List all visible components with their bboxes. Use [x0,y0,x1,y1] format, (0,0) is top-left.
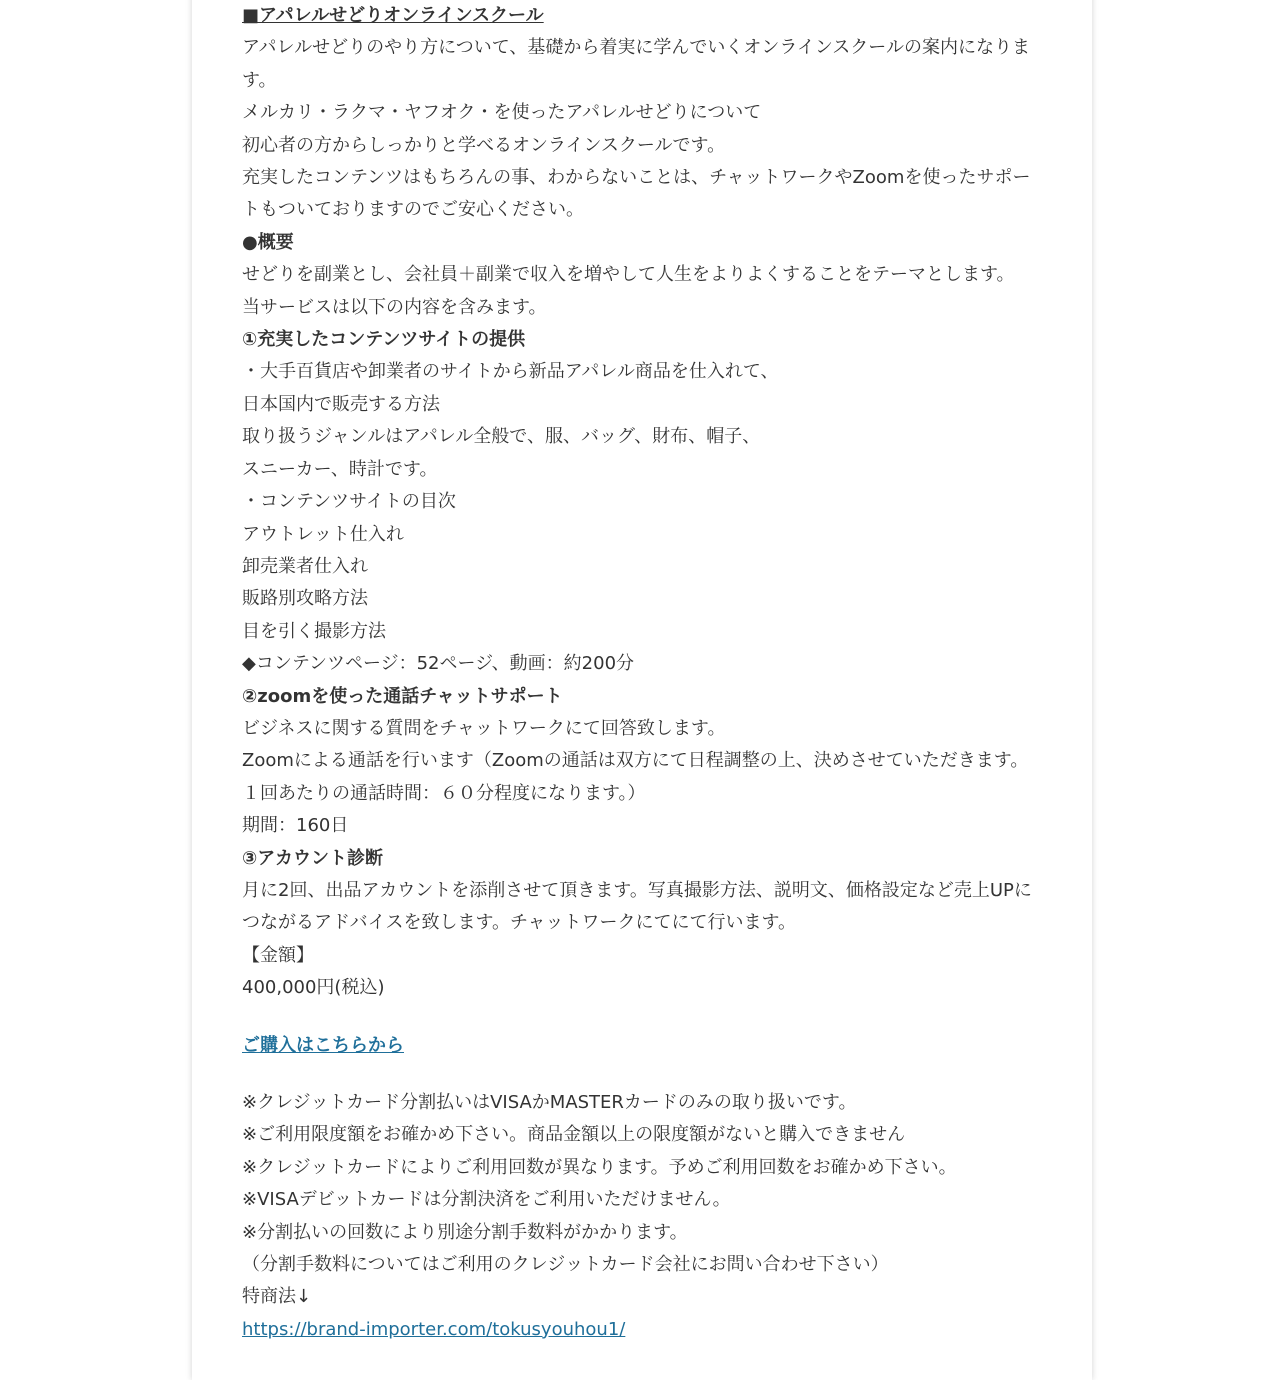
section-heading-account: ③アカウント診断 [242,847,384,869]
price-value: 400,000円(税込) [242,977,385,999]
overview-line: 当サービスは以下の内容を含みます。 [242,296,547,318]
section-line: 日本国内で販売する方法 [242,393,440,415]
overview-heading: ●概要 [242,231,294,253]
note-line: ※クレジットカードによりご利用回数が異なります。予めご利用回数をお確かめ下さい。 [242,1156,957,1178]
section-line: ・大手百貨店や卸業者のサイトから新品アパレル商品を仕入れて、 [242,361,779,383]
note-line: ※VISAデビットカードは分割決済をご利用いただけません。 [242,1189,731,1211]
section-heading-support: ②zoomを使った通話チャットサポート [242,685,563,707]
toc-item: アウトレット仕入れ [242,523,404,545]
section-line: Zoomによる通話を行います（Zoomの通話は双方にて日程調整の上、決めさせていただきます。 [242,750,1029,772]
spacer [242,1062,1042,1087]
intro-line: 初心者の方からしっかりと学べるオンラインスクールです。 [242,134,726,156]
section-line: 取り扱うジャンルはアパレル全般で、服、バッグ、財布、帽子、 [242,426,761,448]
intro-line: メルカリ・ラクマ・ヤフオク・を使ったアパレルせどりについて [242,102,762,124]
note-line: ※ご利用限度額をお確かめ下さい。商品金額以上の限度額がないと購入できません [242,1124,906,1146]
note-line: ※クレジットカード分割払いはVISAかMASTERカードのみの取り扱いです。 [242,1092,857,1113]
intro-line: アパレルせどりのやり方について、基礎から着実に学んでいくオンラインスクールの案内になります。 [242,37,1030,91]
section-line: １回あたりの通話時間：６０分程度になります。） [242,782,646,804]
legal-url-link[interactable]: https://brand-importer.com/tokusyouhou1/ [242,1318,626,1340]
toc-heading: ・コンテンツサイトの目次 [242,491,456,513]
purchase-link[interactable]: ご購入はこちらから [242,1034,404,1056]
article-body [242,0,1042,1346]
price-label: 【金額】 [242,944,314,966]
legal-label: 特商法↓ [242,1286,312,1308]
overview-line: せどりを副業とし、会社員＋副業で収入を増やして人生をよりよくすることをテーマとします。 [242,264,1015,286]
page-title: ■アパレルせどりオンラインスクール [242,5,544,26]
toc-item: 販路別攻略方法 [242,588,368,610]
section-line: ビジネスに関する質問をチャットワークにて回答致します。 [242,717,726,739]
support-period: 期間：160日 [242,815,349,837]
section-line: スニーカー、時計です。 [242,458,438,480]
spacer [242,1005,1042,1030]
section-line: 月に2回、出品アカウントを添削させて頂きます。写真撮影方法、説明文、価格設定など売上UPにつながるアドバイスを致します。チャットワークにてにて行います。 [242,879,1032,934]
article-card [192,0,1092,1380]
toc-item: 卸売業者仕入れ [242,555,368,577]
section-heading-contents: ①充実したコンテンツサイトの提供 [242,329,526,351]
note-line: ※分割払いの回数により別途分割手数料がかかります。 [242,1221,688,1243]
toc-item: 目を引く撮影方法 [242,620,386,642]
intro-line: 充実したコンテンツはもちろんの事、わからないことは、チャットワークやZoomを使ったサポートもついておりますのでご安心ください。 [242,167,1031,221]
contents-summary: ◆コンテンツページ：52ページ、動画：約200分 [242,653,635,675]
note-line: （分割手数料についてはご利用のクレジットカード会社にお問い合わせ下さい） [242,1254,889,1276]
